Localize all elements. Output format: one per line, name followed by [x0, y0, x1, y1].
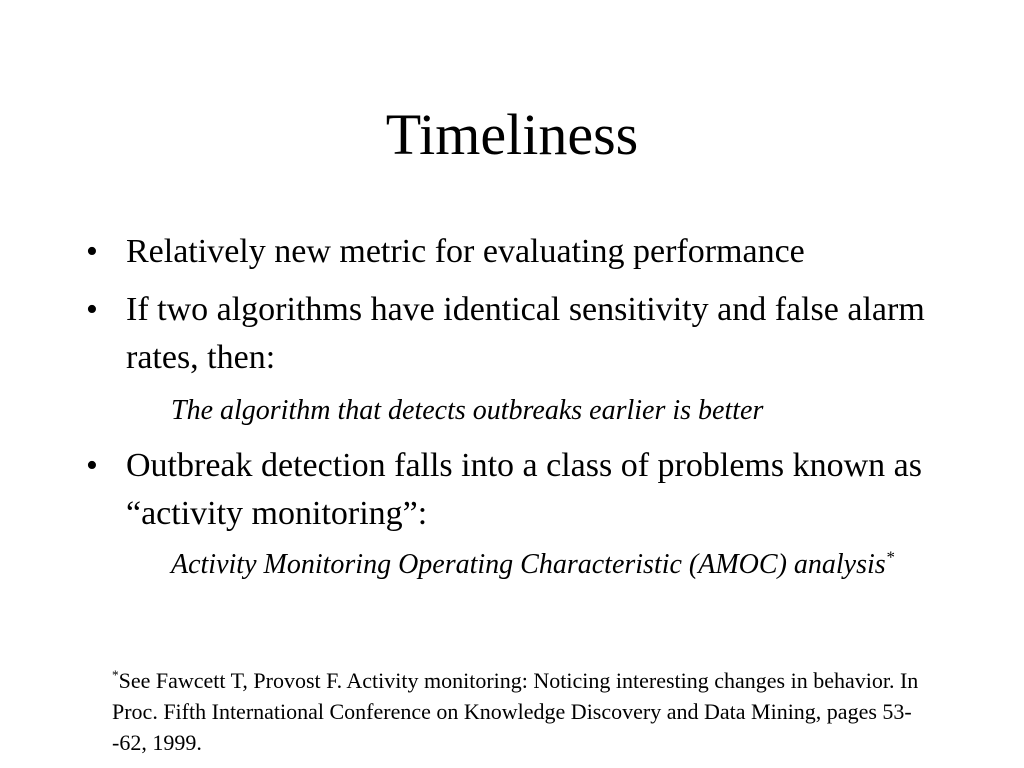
sub-point [171, 391, 971, 431]
bullet-text: If two algorithms have identical sensitivity and false alarm rates, then: [126, 291, 925, 376]
footnote [112, 665, 932, 758]
sub-point [171, 545, 931, 585]
bullet-dot-icon: • [86, 233, 98, 270]
footnote-marker: * [885, 547, 895, 567]
bullet-dot-icon: • [86, 447, 98, 484]
sub-point-text: The algorithm that detects outbreaks earlier is better [171, 395, 764, 426]
bullet-item [86, 228, 946, 276]
slide-title: Timeliness [385, 102, 639, 167]
footnote-text: See Fawcett T, Provost F. Activity monitoring: Noticing interesting changes in behavior. In Proc. Fifth International Conference on Knowledge Discovery and Data Mining, pages 53--62, 1999. [112, 668, 919, 755]
bullet-item [86, 286, 946, 382]
sub-point-text: Activity Monitoring Operating Characteristic (AMOC) analysis [171, 549, 886, 580]
bullet-text: Outbreak detection falls into a class of problems known as “activity monitoring”: [126, 447, 922, 532]
bullet-item [86, 442, 946, 538]
bullet-text: Relatively new metric for evaluating performance [126, 233, 805, 270]
footnote-marker: * [112, 667, 119, 683]
bullet-dot-icon: • [86, 291, 98, 328]
